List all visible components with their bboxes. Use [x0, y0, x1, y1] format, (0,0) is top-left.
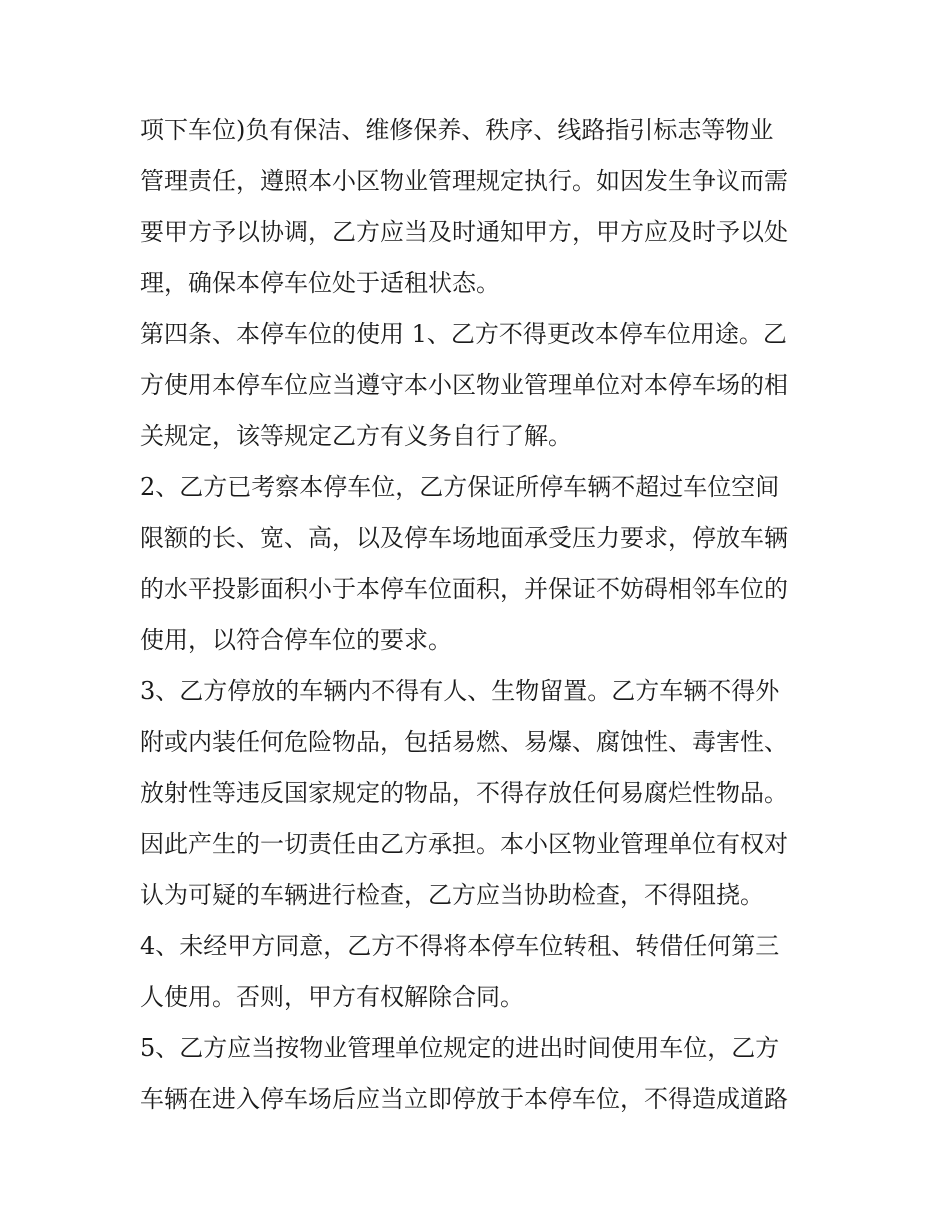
text-line: 方使用本停车位应当遵守本小区物业管理单位对本停车场的相 — [140, 371, 788, 399]
text-line: 要甲方予以协调，乙方应当及时通知甲方，甲方应及时予以处 — [140, 218, 788, 246]
paragraph-clause-5 — [140, 1023, 820, 1125]
text-line: 关规定，该等规定乙方有义务自行了解。 — [140, 422, 572, 450]
text-line: 认为可疑的车辆进行检查，乙方应当协助检查，不得阻挠。 — [140, 881, 764, 909]
text-line: 限额的长、宽、高，以及停车场地面承受压力要求，停放车辆 — [140, 524, 788, 552]
text-line: 3、乙方停放的车辆内不得有人、生物留置。乙方车辆不得外 — [140, 677, 780, 705]
text-line: 管理责任，遵照本小区物业管理规定执行。如因发生争议而需 — [140, 167, 788, 195]
paragraph-article-4-clause-1 — [140, 309, 820, 462]
text-line: 2、乙方已考察本停车位，乙方保证所停车辆不超过车位空间 — [140, 473, 780, 501]
text-line: 5、乙方应当按物业管理单位规定的进出时间使用车位，乙方 — [140, 1034, 780, 1062]
text-line: 放射性等违反国家规定的物品，不得存放任何易腐烂性物品。 — [140, 779, 788, 807]
text-line: 因此产生的一切责任由乙方承担。本小区物业管理单位有权对 — [140, 830, 788, 858]
text-line: 附或内装任何危险物品，包括易燃、易爆、腐蚀性、毒害性、 — [140, 728, 788, 756]
text-line: 第四条、本停车位的使用 1、乙方不得更改本停车位用途。乙 — [140, 320, 787, 348]
text-line: 使用，以符合停车位的要求。 — [140, 626, 452, 654]
text-line: 的水平投影面积小于本停车位面积，并保证不妨碍相邻车位的 — [140, 575, 788, 603]
paragraph-parking-management — [140, 105, 820, 309]
document-body — [140, 105, 820, 1125]
paragraph-clause-4 — [140, 921, 820, 1023]
paragraph-clause-2 — [140, 462, 820, 666]
text-line: 车辆在进入停车场后应当立即停放于本停车位，不得造成道路 — [140, 1085, 788, 1113]
text-line: 项下车位)负有保洁、维修保养、秩序、线路指引标志等物业 — [140, 116, 774, 144]
text-line: 4、未经甲方同意，乙方不得将本停车位转租、转借任何第三 — [140, 932, 780, 960]
text-line: 理，确保本停车位处于适租状态。 — [140, 269, 500, 297]
text-line: 人使用。否则，甲方有权解除合同。 — [140, 983, 524, 1011]
paragraph-clause-3 — [140, 666, 820, 921]
